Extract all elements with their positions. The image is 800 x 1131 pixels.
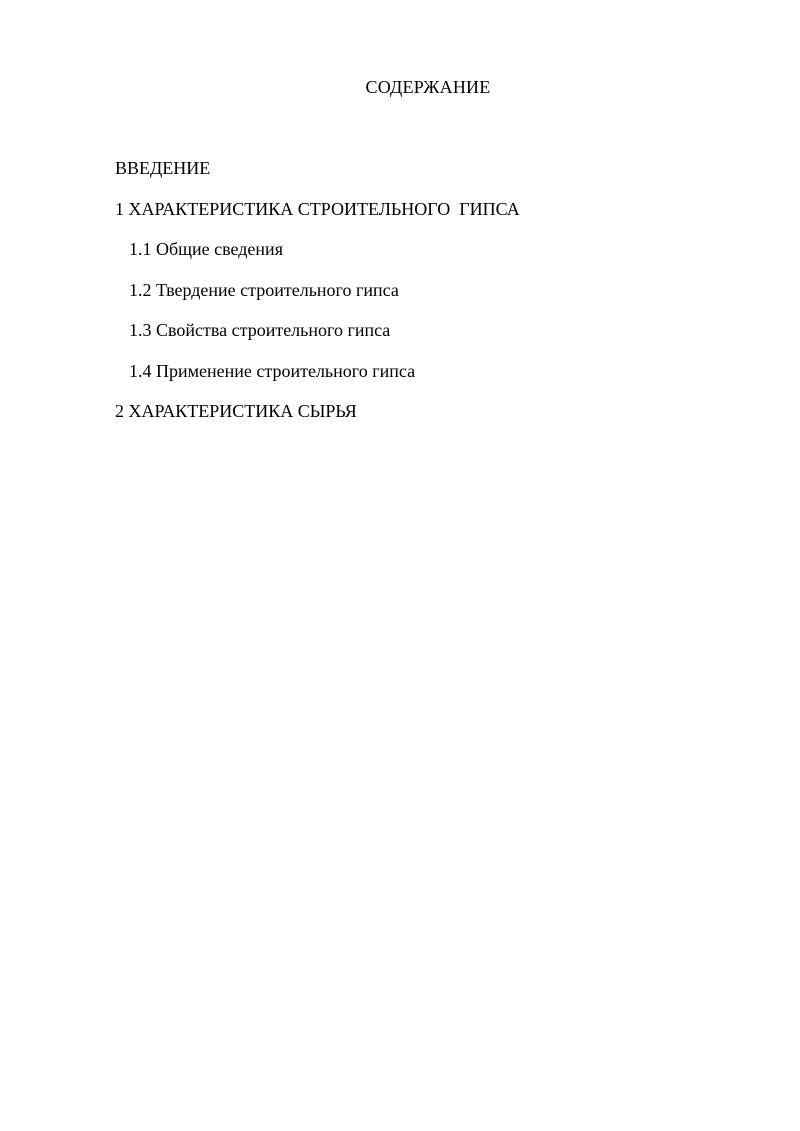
toc-entry-section-1-2: 1.2 Твердение строительного гипса [129,279,399,300]
table-of-contents [115,157,755,441]
toc-entry-section-1-4: 1.4 Применение строительного гипса [129,360,416,381]
toc-entry-introduction: ВВЕДЕНИЕ [115,158,211,178]
toc-entry-chapter-2: 2 ХАРАКТЕРИСТИКА СЫРЬЯ [115,401,357,421]
toc-title: СОДЕРЖАНИЕ [365,77,491,97]
toc-entry-chapter-1: 1 ХАРАКТЕРИСТИКА СТРОИТЕЛЬНОГО ГИПСА [115,198,520,219]
toc-entry-section-1-1: 1.1 Общие сведения [129,239,283,259]
toc-entry-section-1-3: 1.3 Свойства строительного гипса [129,320,391,340]
